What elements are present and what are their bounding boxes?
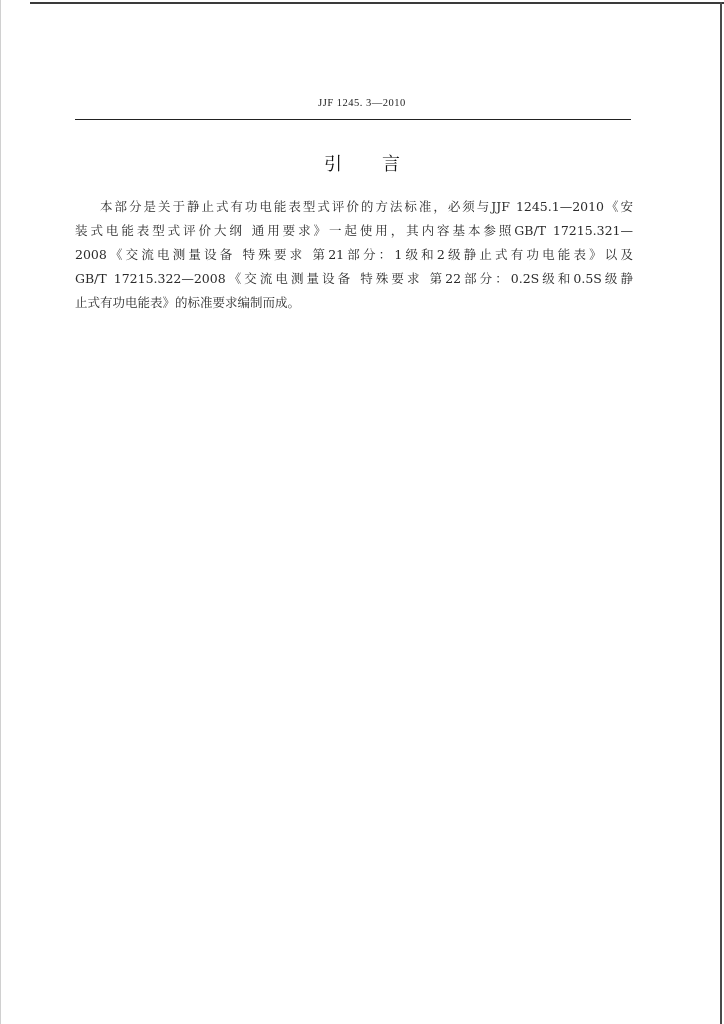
body-line: GB/T 17215.322—2008《交流电测量设备 特殊要求 第22部分：0.2S级和0.5S级静 [75,271,633,286]
section-title: 引言 [324,154,440,175]
body-line: 本部分是关于静止式有功电能表型式评价的方法标准，必须与JJF 1245.1—2010《安 [100,199,633,214]
scan-border-top [30,2,724,4]
header-rule [75,119,631,120]
body-line: 装式电能表型式评价大纲 通用要求》一起使用，其内容基本参照GB/T 17215.321— [75,223,633,238]
body-paragraph [75,195,633,315]
body-line: 止式有功电能表》的标准要求编制而成。 [75,295,301,310]
body-line: 2008《交流电测量设备 特殊要求 第21部分：1级和2级静止式有功电能表》以及 [75,247,633,262]
standard-code-header: JJF 1245. 3—2010 [318,98,406,109]
